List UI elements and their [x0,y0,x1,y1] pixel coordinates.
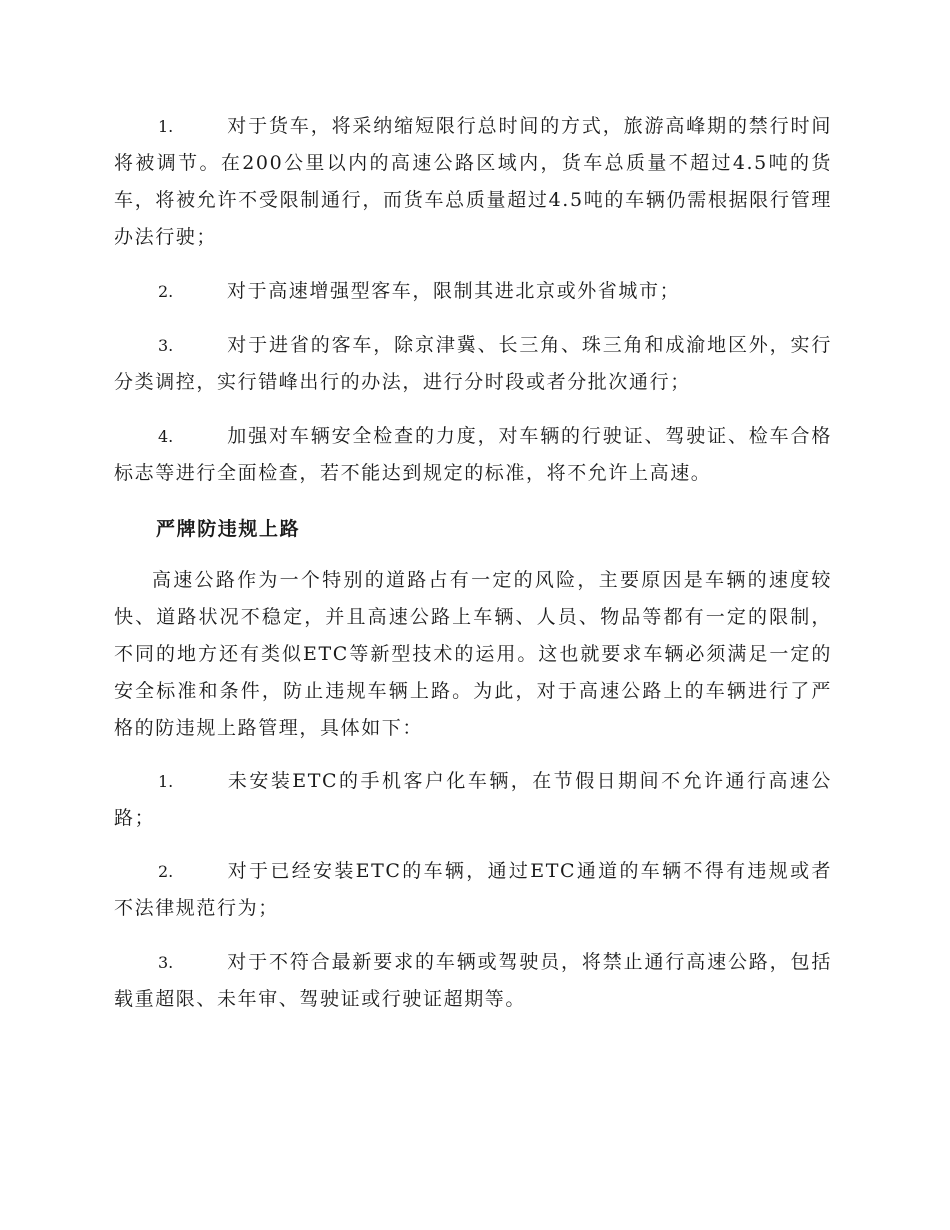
list-item-text: 对于货车，将采纳缩短限行总时间的方式，旅游高峰期的禁行时间将被调节。在200公里以内的高速公路区域内，货车总质量不超过4.5吨的货车，将被允许不受限制通行，而货车总质量超过4.5吨的车辆仍需根据限行管理办法行驶； [114,115,832,248]
list-item [114,944,832,1018]
list-item [114,418,832,492]
list-item [114,327,832,401]
section-paragraph: 高速公路作为一个特别的道路占有一定的风险，主要原因是车辆的速度较快、道路状况不稳定，并且高速公路上车辆、人员、物品等都有一定的限制，不同的地方还有类似ETC等新型技术的运用。这也就要求车辆必须满足一定的安全标准和条件，防止违规车辆上路。为此，对于高速公路上的车辆进行了严格的防违规上路管理，具体如下： [114,569,832,739]
list-item [114,108,832,256]
list-item-text: 未安装ETC的手机客户化车辆，在节假日期间不允许通行高速公路； [114,770,832,829]
list-item-number: 2. [158,282,174,301]
list-item-number: 1. [158,117,174,136]
list-item [114,853,832,927]
list-item [114,763,832,837]
list-item-number: 4. [158,427,174,446]
list-item-number: 3. [158,953,174,972]
list-item-text: 加强对车辆安全检查的力度，对车辆的行驶证、驾驶证、检车合格标志等进行全面检查，若不能达到规定的标准，将不允许上高速。 [114,425,832,484]
section-heading: 严牌防违规上路 [156,518,301,540]
list-item-number: 2. [158,862,174,881]
list-item [114,273,832,310]
list-item-text: 对于不符合最新要求的车辆或驾驶员，将禁止通行高速公路，包括载重超限、未年审、驾驶证或行驶证超期等。 [114,951,832,1010]
list-item-text: 对于进省的客车，除京津冀、长三角、珠三角和成渝地区外，实行分类调控，实行错峰出行的办法，进行分时段或者分批次通行； [114,334,832,393]
list-item-number: 1. [158,772,174,791]
list-item-number: 3. [158,336,174,355]
list-item-text: 对于已经安装ETC的车辆，通过ETC通道的车辆不得有违规或者不法律规范行为； [114,860,832,919]
list-item-text: 对于高速增强型客车，限制其进北京或外省城市； [227,280,681,302]
